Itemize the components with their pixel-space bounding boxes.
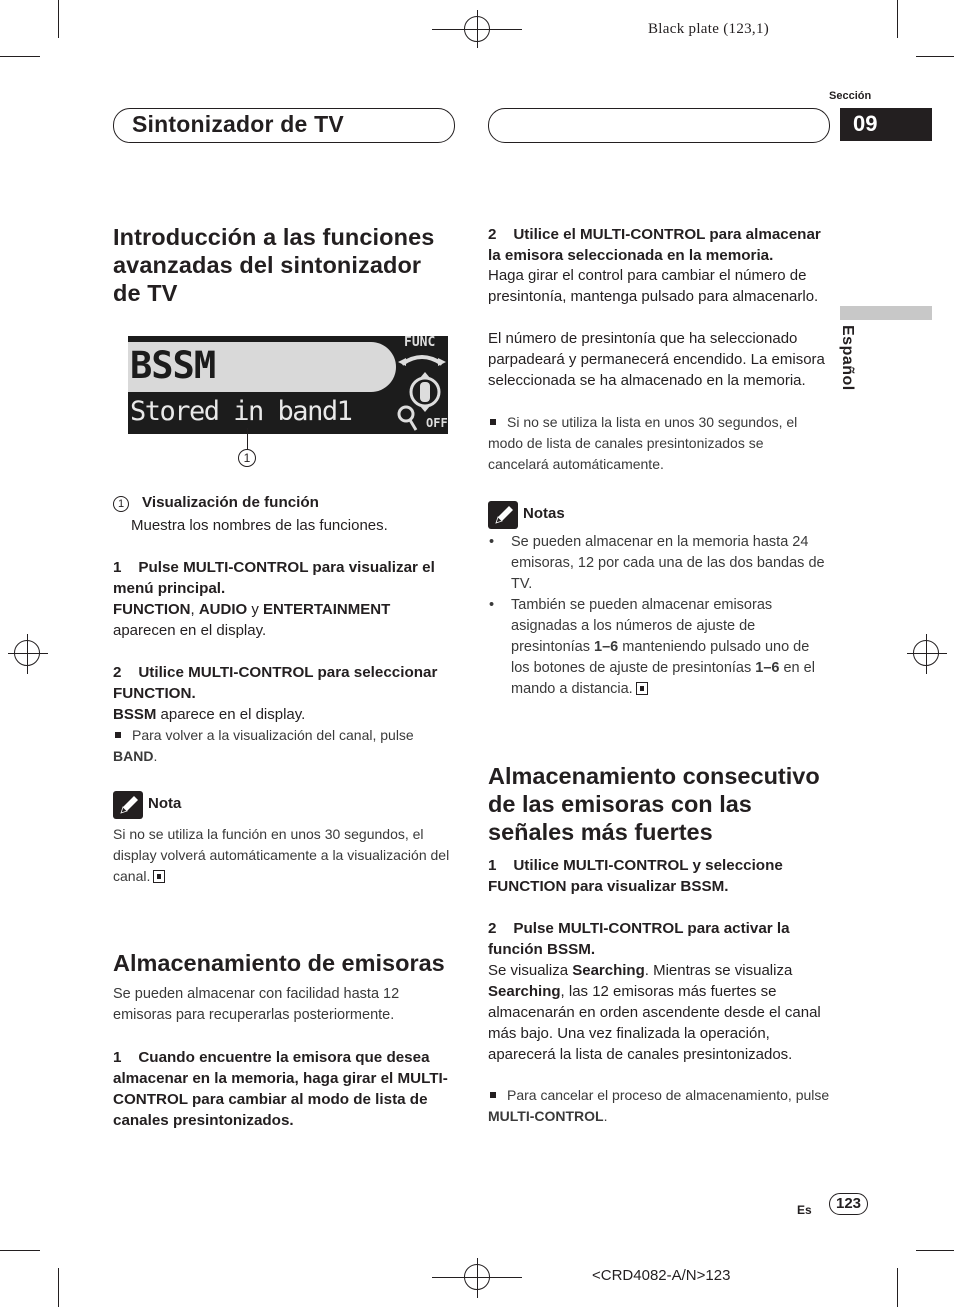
registration-circle [913,640,939,666]
note-text [113,824,453,887]
notes-pencil-icon [488,501,518,529]
pencil-icon [488,501,518,529]
right-step2-title: 2 Utilice el MULTI-CONTROL para almacenar la emisora seleccionada en la memoria. [488,226,826,264]
step2-rest: aparece en el display. [156,706,306,723]
pencil-icon [113,791,143,819]
crop-mark [916,56,954,57]
almacenamiento-step1: 1 Cuando encuentre la emisora que desea almacenar en la memoria, haga girar el MULTI-CONTROL para cambiar al modo de lista de canales presintonizados. [113,1049,448,1129]
notes-item-2-a: También se pueden almacenar emisoras asignadas a los números de ajuste de presintonías [511,597,773,655]
consecutivo-small-a: Para cancelar el proceso de almacenamiento, pulse [507,1087,830,1103]
searching-bold-2: Searching [488,983,561,1000]
registration-circle [464,1264,490,1290]
callout-number: 1 [243,451,251,465]
intro-heading: Introducción a las funciones avanzadas del sintonizador de TV [113,224,435,306]
step2-small-end: . [153,748,158,764]
almacenamiento-text: Se pueden almacenar con facilidad hasta 12 emisoras para recuperarlas posteriormente. [113,986,400,1023]
end-mark-icon [636,682,648,695]
language-tab: Español [839,325,856,391]
right-step2-p1: Haga girar el control para cambiar el número de presintonía, mantenga pulsado para almacenarlo. [488,267,819,305]
step2-bold-bssm: BSSM [113,706,157,723]
step2-small [113,725,458,767]
callout-marker [238,449,256,467]
plate-label: Black plate (123,1) [648,21,770,37]
lcd-line1: BSSM [130,344,216,387]
consecutivo-step1: 1 Utilice MULTI-CONTROL y seleccione FUNCTION para visualizar BSSM. [488,857,788,895]
consecutivo-text-d: , las 12 emisoras más fuertes se almacenarán en orden ascendente desde el canal más bajo. Una vez finalizada la operación, aparecerá la lista de canales presintonizados. [488,983,821,1063]
language-tab-bar [840,306,932,320]
lcd-display-illustration [128,336,448,434]
step2-small-bold: BAND [113,748,154,764]
notes-item-2-text [511,595,829,700]
consecutivo-text-a: Se visualiza [488,962,573,979]
end-mark-icon [153,870,165,883]
step1-sep1: , [190,601,199,618]
notes-item-2 [489,595,829,705]
header-title: Sintonizador de TV [132,111,344,137]
section-label: Sección [829,90,872,102]
legend-marker [113,496,129,512]
notes-item-2-c: manteniendo pulsado uno de los botones de ajuste de presintonías [511,639,810,676]
section-number: 09 [853,111,878,136]
step1-title: 1 Pulse MULTI-CONTROL para visualizar el menú principal. [113,559,440,597]
right-step2-p2: El número de presintonía que ha seleccionado parpadeará y permanecerá encendido. La emisora seleccionada se ha almacenado en la memoria. [488,330,825,389]
square-bullet [490,1092,496,1098]
callout-line [247,428,248,450]
consecutivo-small-bold: MULTI-CONTROL [488,1108,604,1124]
right-step2-small-text: Si no se utiliza la lista en unos 30 segundos, el modo de lista de canales presintonizados se cancelará automáticamente. [488,414,798,472]
crop-mark [0,1250,40,1251]
notes-item-1 [489,532,829,595]
page-number: 123 [829,1193,868,1215]
notes-item-1-text: Se pueden almacenar en la memoria hasta 24 emisoras, 12 por cada una de las dos bandas de TV. [511,534,825,592]
step1-rest: aparecen en el display. [113,622,267,639]
note-label: Nota [148,795,182,812]
step1-bold-audio: AUDIO [198,601,248,618]
notes-item-2-d: en el mando a distancia. [511,660,815,697]
right-step2-small [488,412,828,475]
lcd-line2: Stored in band1 [130,396,352,427]
square-bullet [115,732,121,738]
footer-code: <CRD4082-A/N>123 [592,1267,731,1284]
step1-bold-function: FUNCTION [113,601,191,618]
step2-title: 2 Utilice MULTI-CONTROL para seleccionar FUNCTION. [113,664,442,702]
consecutivo-small-c: . [603,1108,608,1124]
legend-text: Muestra los nombres de las funciones. [131,517,388,534]
notes-item-2-bold-2: 1–6 [755,660,780,676]
almacenamiento-heading: Almacenamiento de emisoras [113,950,445,976]
consecutivo-text [488,960,828,1065]
crop-mark [58,0,59,38]
registration-circle [14,640,40,666]
consecutivo-text-c: . Mientras se visualiza [644,962,793,979]
crop-mark [0,56,40,57]
note-pencil-icon [113,791,143,819]
crop-mark [897,1268,898,1307]
header-blank-pill [488,108,830,143]
notes-item-2-bold-1: 1–6 [594,639,619,655]
step1-sep2: y [247,601,264,618]
crop-mark [916,1250,954,1251]
step2-small-text: Para volver a la visualización del canal, pulse [132,727,414,743]
consecutivo-heading: Almacenamiento consecutivo de las emisoras con las señales más fuertes [488,763,820,845]
legend-number: 1 [117,498,125,510]
searching-bold-1: Searching [572,962,645,979]
footer-lang: Es [797,1203,812,1217]
registration-circle [464,16,490,42]
square-bullet [490,419,496,425]
header-title-pill [113,108,455,143]
step1-text [113,599,453,641]
step2-text [113,704,458,725]
consecutivo-step2: 2 Pulse MULTI-CONTROL para activar la función BSSM. [488,920,794,958]
crop-mark [897,0,898,38]
crop-mark [58,1268,59,1307]
note-text-body: Si no se utiliza la función en unos 30 segundos, el display volverá automáticamente a la visualización del canal. [113,826,450,884]
step1-bold-entertainment: ENTERTAINMENT [263,601,391,618]
bullet-dot: • [489,534,495,550]
lcd-func-label: FUNC [404,335,436,350]
bullet-dot: • [489,597,495,613]
lcd-off-label: OFF [426,416,448,430]
notes-label: Notas [523,505,565,522]
legend-title: Visualización de función [142,494,319,511]
consecutivo-small [488,1085,830,1127]
section-number-tab [840,108,932,141]
